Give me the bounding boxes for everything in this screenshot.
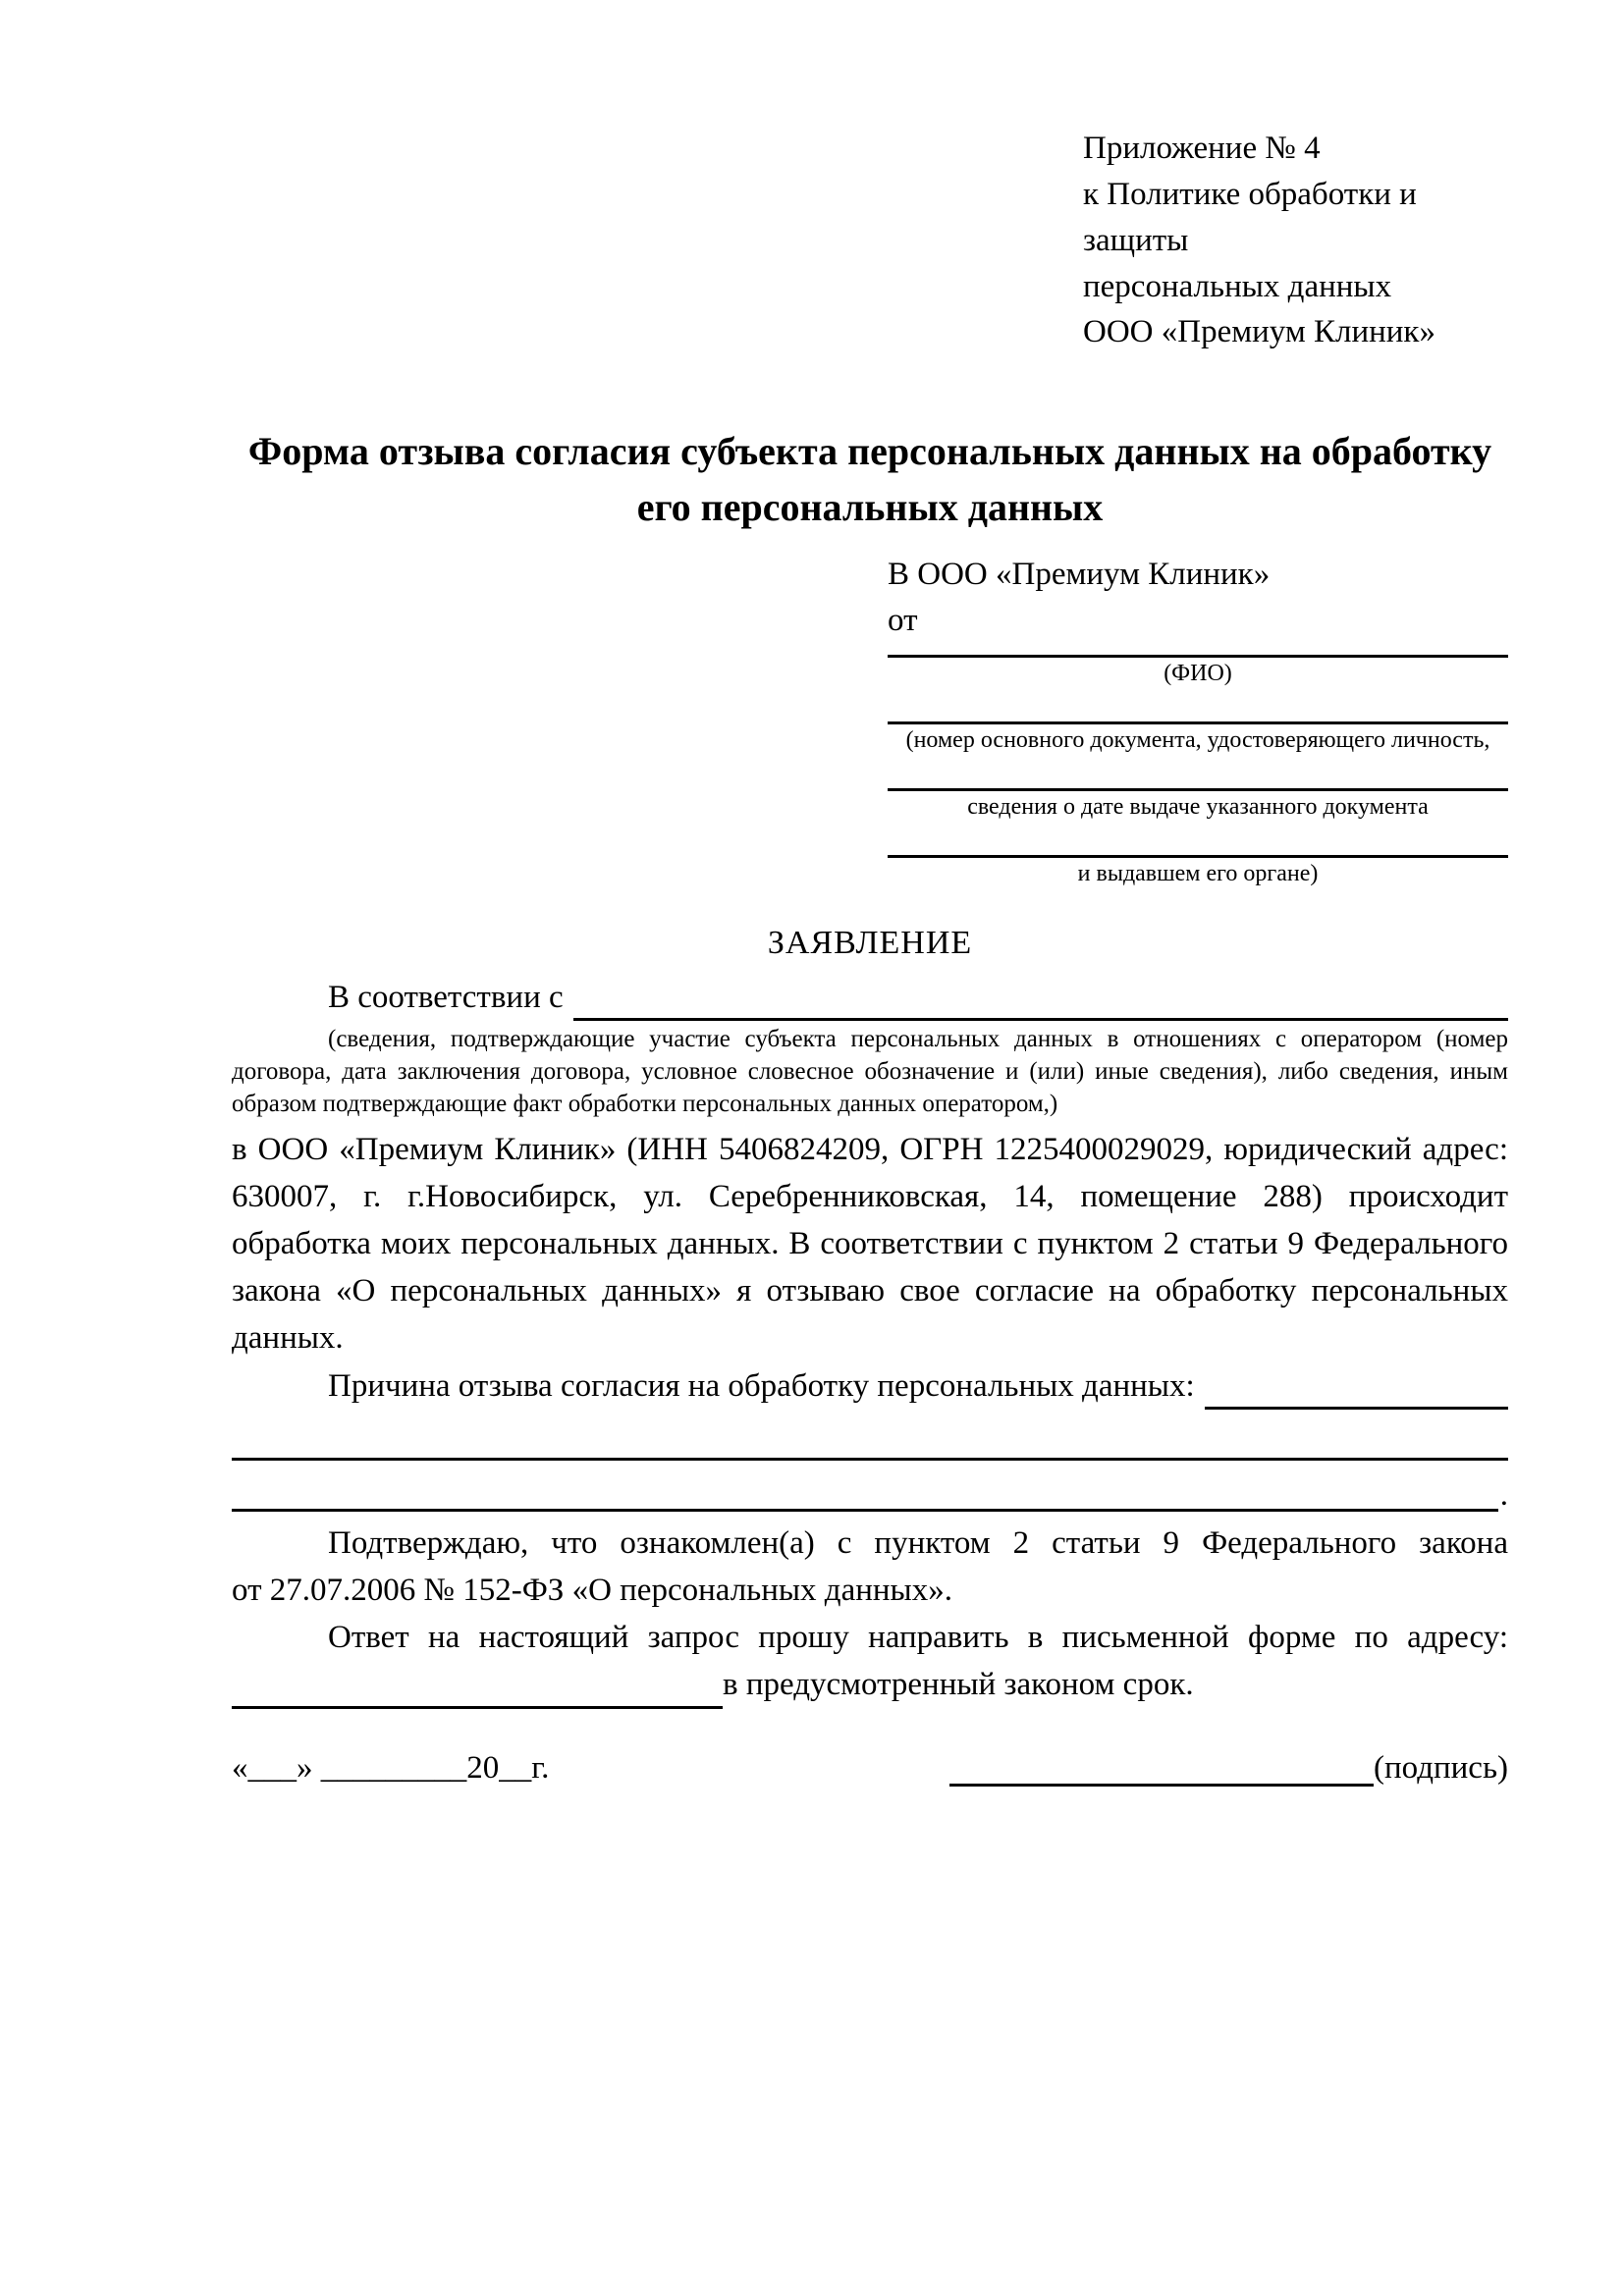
document-title-line-1: Форма отзыва согласия субъекта персональных данных на обработку xyxy=(247,429,1492,474)
addressee-block xyxy=(888,552,1508,891)
addressee-from-label: от xyxy=(888,602,918,638)
id-document-authority-caption: и выдавшем его органе) xyxy=(1077,860,1319,886)
reason-label: Причина отзыва согласия на обработку персональных данных: xyxy=(328,1367,1195,1404)
intro-row xyxy=(232,974,1508,1021)
reason-terminator: . xyxy=(1499,1476,1508,1513)
document-title xyxy=(232,424,1508,536)
fine-print-note: (сведения, подтверждающие участие субъекта персональных данных в отношениях с оператором (номер договора, дата заключения договора, условное словесное обозначение и (или) иные сведения), либо сведения, иным образом подтверждающие факт обработки персональных данных оператором,) xyxy=(232,1025,1508,1117)
id-document-authority-blank-line xyxy=(888,825,1508,858)
reason-blank-row-3 xyxy=(232,1461,1508,1512)
confirmation-paragraph: Подтверждаю, что ознакомлен(а) с пунктом 2 статьи 9 Федерального закона от 27.07.2006 № 152-ФЗ «О персональных данных». xyxy=(232,1524,1508,1608)
id-document-number-blank-line xyxy=(888,691,1508,724)
appendix-header-line-1: Приложение № 4 xyxy=(1083,131,1321,166)
basis-blank-line xyxy=(573,984,1508,1021)
reason-blank-line-3 xyxy=(232,1474,1498,1512)
reason-blank-line-2 xyxy=(232,1423,1508,1461)
signature-caption: (подпись) xyxy=(1374,1749,1508,1786)
signature-blank-line xyxy=(949,1751,1374,1787)
reply-address-row xyxy=(232,1661,1508,1708)
fio-caption: (ФИО) xyxy=(1164,660,1232,686)
appendix-header-line-2: к Политике обработки и защиты xyxy=(1083,176,1417,258)
reply-request-paragraph: Ответ на настоящий запрос прошу направить в письменной форме по адресу: xyxy=(328,1620,1508,1656)
appendix-header xyxy=(1083,126,1508,355)
intro-prefix-label: В соответствии с xyxy=(328,979,564,1015)
id-document-issue-date-caption: сведения о дате выдаче указанного документа xyxy=(967,793,1429,820)
statement-heading: ЗАЯВЛЕНИЕ xyxy=(767,924,973,961)
id-document-number-caption: (номер основного документа, удостоверяющего личность, xyxy=(905,726,1490,753)
appendix-header-line-3: персональных данных xyxy=(1083,268,1392,304)
reason-blank-row-2 xyxy=(232,1410,1508,1461)
signature-cell xyxy=(949,1750,1508,1787)
appendix-header-line-4: ООО «Премиум Клиник» xyxy=(1083,314,1435,350)
statement-body-paragraph: в ООО «Премиум Клиник» (ИНН 5406824209, ОГРН 1225400029029, юридический адрес: 630007, г. г.Новосибирск, ул. Серебренниковская, 14, помещение 288) происходит обработка моих персональных данных. В соответствии с пунктом 2 статьи 9 Федерального закона «О персональных данных» я отзываю свое согласие на обработку персональных данных. xyxy=(232,1131,1508,1357)
fio-blank-line xyxy=(888,644,1508,658)
date-signature-row xyxy=(232,1750,1508,1787)
addressee-to: В ООО «Премиум Клиник» xyxy=(888,556,1271,592)
reason-row xyxy=(232,1362,1508,1410)
id-document-issue-date-blank-line xyxy=(888,758,1508,791)
reply-address-blank-line xyxy=(232,1672,723,1709)
document-title-line-2: его персональных данных xyxy=(636,485,1104,530)
reply-suffix-text: в предусмотренный законом срок. xyxy=(723,1667,1194,1703)
date-line: «___» _________20__г. xyxy=(232,1749,550,1786)
reason-blank-line-1 xyxy=(1205,1372,1508,1410)
